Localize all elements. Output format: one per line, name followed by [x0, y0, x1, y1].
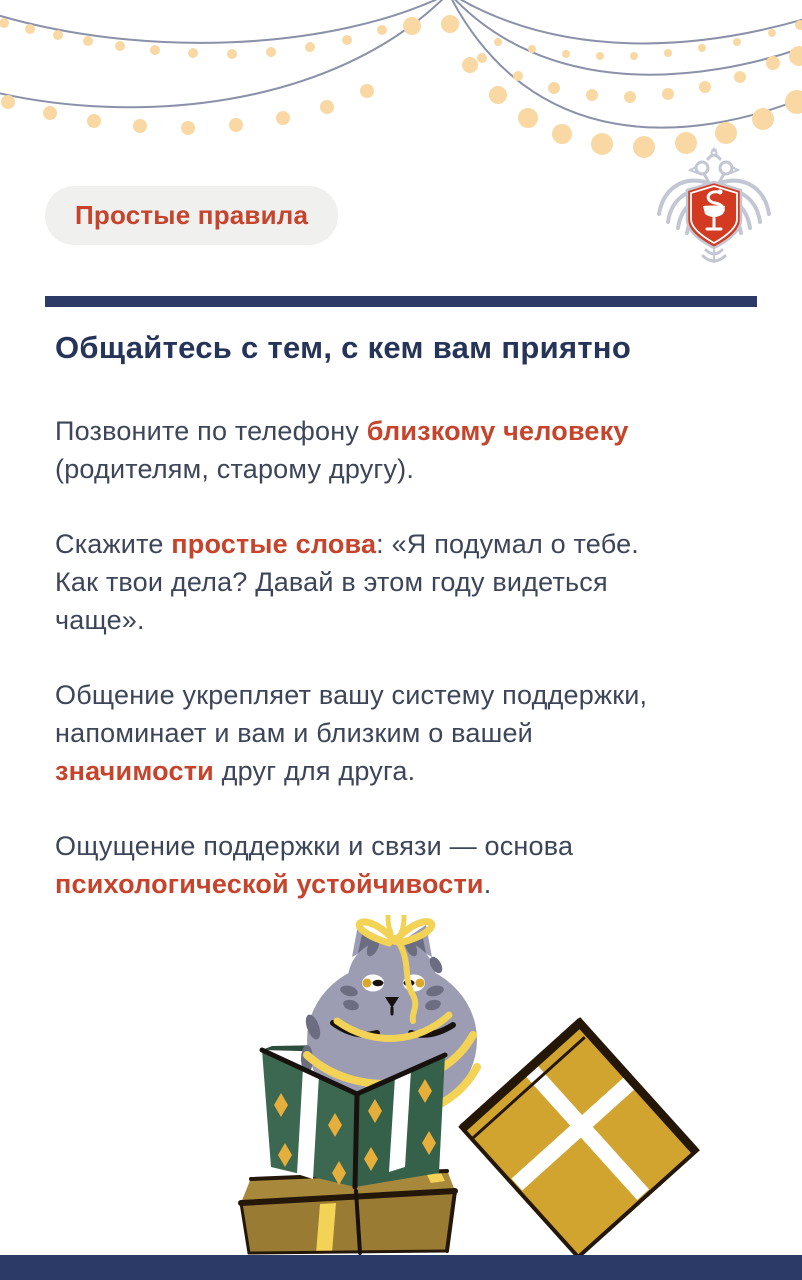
paragraph: [55, 412, 761, 488]
footer-bar: [0, 1255, 802, 1280]
cat-in-gift-box-illustration: [215, 915, 705, 1267]
body-text: Как твои дела? Давай в этом году видеться: [55, 567, 608, 597]
body-text: напоминает и вам и близким о вашей: [55, 718, 533, 748]
accent-text: психологической устойчивости: [55, 869, 484, 899]
garland-bulbs: [0, 15, 802, 158]
badge-label: Простые правила: [75, 200, 309, 230]
body-text: (родителям, старому другу).: [55, 454, 415, 484]
string-lights-garland: [0, 0, 802, 160]
body-paragraphs: [55, 412, 761, 903]
body-text: друг для друга.: [213, 756, 416, 786]
body-text: Позвоните по телефону: [55, 416, 367, 446]
body-text: Ощущение поддержки и связи — основа: [55, 831, 574, 861]
accent-text: простые слова: [171, 529, 377, 559]
accent-text: значимости: [55, 756, 214, 786]
page-title: Общайтесь с тем, с кем вам приятно: [55, 330, 632, 365]
body-text: чаще».: [55, 605, 145, 635]
accent-text: близкому человеку: [366, 416, 629, 446]
body-text: Общение укрепляет вашу систему поддержки,: [55, 680, 648, 710]
body-text: Скажите: [55, 529, 172, 559]
ministry-of-health-emblem-icon: [653, 146, 775, 268]
paragraph: [55, 827, 761, 903]
body-text: : «Я подумал о тебе.: [376, 529, 639, 559]
badge-simple-rules: [45, 186, 338, 245]
paragraph: [55, 525, 761, 639]
divider-bar: [45, 296, 757, 307]
paragraph: [55, 676, 761, 790]
body-text: .: [483, 869, 492, 899]
content-area: [55, 330, 761, 940]
gold-gift-lid: [461, 1020, 697, 1257]
